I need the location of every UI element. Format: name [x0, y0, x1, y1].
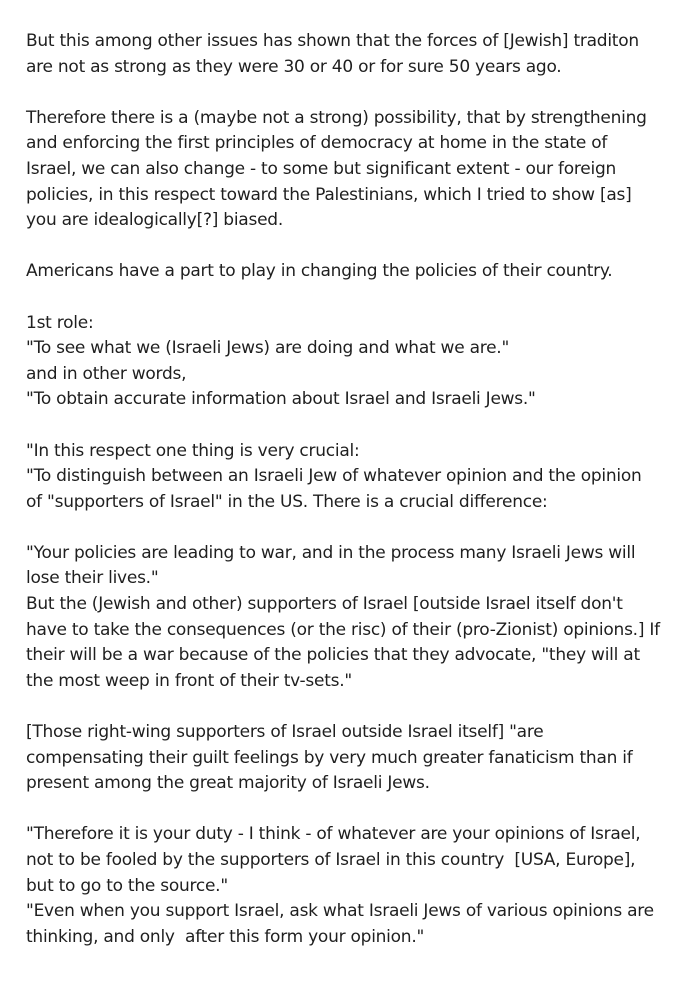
- text-line: and in other words,: [26, 363, 187, 384]
- text-line: [Those right-wing supporters of Israel outside Israel itself] "are: [26, 722, 544, 743]
- text-line: "Even when you support Israel, ask what Israeli Jews of various opinions are: [26, 901, 654, 922]
- text-line: "Your policies are leading to war, and in the process many Israeli Jews will: [26, 542, 636, 563]
- text-line: their will be a war because of the policies that they advocate, "they will at: [26, 645, 640, 666]
- text-line: 1st role:: [26, 312, 94, 333]
- paragraph: [26, 541, 686, 695]
- text-line: the most weep in front of their tv-sets.": [26, 670, 352, 691]
- paragraph-spacer: [26, 694, 686, 720]
- text-line: Israel, we can also change - to some but significant extent - our foreign: [26, 158, 617, 179]
- document-body: [26, 29, 686, 950]
- paragraph: [26, 311, 686, 413]
- text-line: and enforcing the first principles of democracy at home in the state of: [26, 133, 608, 154]
- text-line: But this among other issues has shown that the forces of [Jewish] traditon: [26, 31, 639, 51]
- text-line: "To see what we (Israeli Jews) are doing and what we are.": [26, 338, 510, 359]
- text-line: "In this respect one thing is very crucial:: [26, 440, 360, 461]
- text-line: Therefore there is a (maybe not a strong) possibility, that by strengthening: [26, 107, 647, 128]
- text-line: not to be fooled by the supporters of Israel in this country [USA, Europe],: [26, 850, 636, 870]
- text-line: But the (Jewish and other) supporters of Israel [outside Israel itself don't: [26, 594, 623, 615]
- text-line: "Therefore it is your duty - I think - of whatever are your opinions of Israel,: [26, 824, 641, 845]
- text-line: compensating their guilt feelings by very much greater fanaticism than if: [26, 747, 633, 768]
- paragraph-spacer: [26, 515, 686, 541]
- paragraph: [26, 720, 686, 797]
- paragraph-spacer: [26, 797, 686, 823]
- text-line: of "supporters of Israel" in the US. There is a crucial difference:: [26, 491, 548, 512]
- text-line: present among the great majority of Israeli Jews.: [26, 773, 430, 794]
- text-line: are not as strong as they were 30 or 40 or for sure 50 years ago.: [26, 56, 562, 77]
- paragraph: [26, 106, 686, 234]
- paragraph-spacer: [26, 234, 686, 260]
- text-line: Americans have a part to play in changing the policies of their country.: [26, 261, 613, 282]
- text-line: policies, in this respect toward the Palestinians, which I tried to show [as]: [26, 184, 632, 205]
- text-line: but to go to the source.": [26, 875, 228, 896]
- text-line: you are idealogically[?] biased.: [26, 210, 283, 231]
- paragraph: [26, 439, 686, 516]
- text-line: thinking, and only after this form your opinion.": [26, 926, 425, 947]
- text-line: have to take the consequences (or the risc) of their (pro-Zionist) opinions.] If: [26, 619, 660, 640]
- text-line: "To obtain accurate information about Israel and Israeli Jews.": [26, 389, 536, 410]
- paragraph-spacer: [26, 285, 686, 311]
- text-line: "To distinguish between an Israeli Jew of whatever opinion and the opinion: [26, 466, 642, 487]
- paragraph: [26, 259, 686, 285]
- paragraph-spacer: [26, 80, 686, 106]
- paragraph-spacer: [26, 413, 686, 439]
- paragraph: [26, 29, 686, 80]
- paragraph: [26, 822, 686, 950]
- text-line: lose their lives.": [26, 568, 159, 589]
